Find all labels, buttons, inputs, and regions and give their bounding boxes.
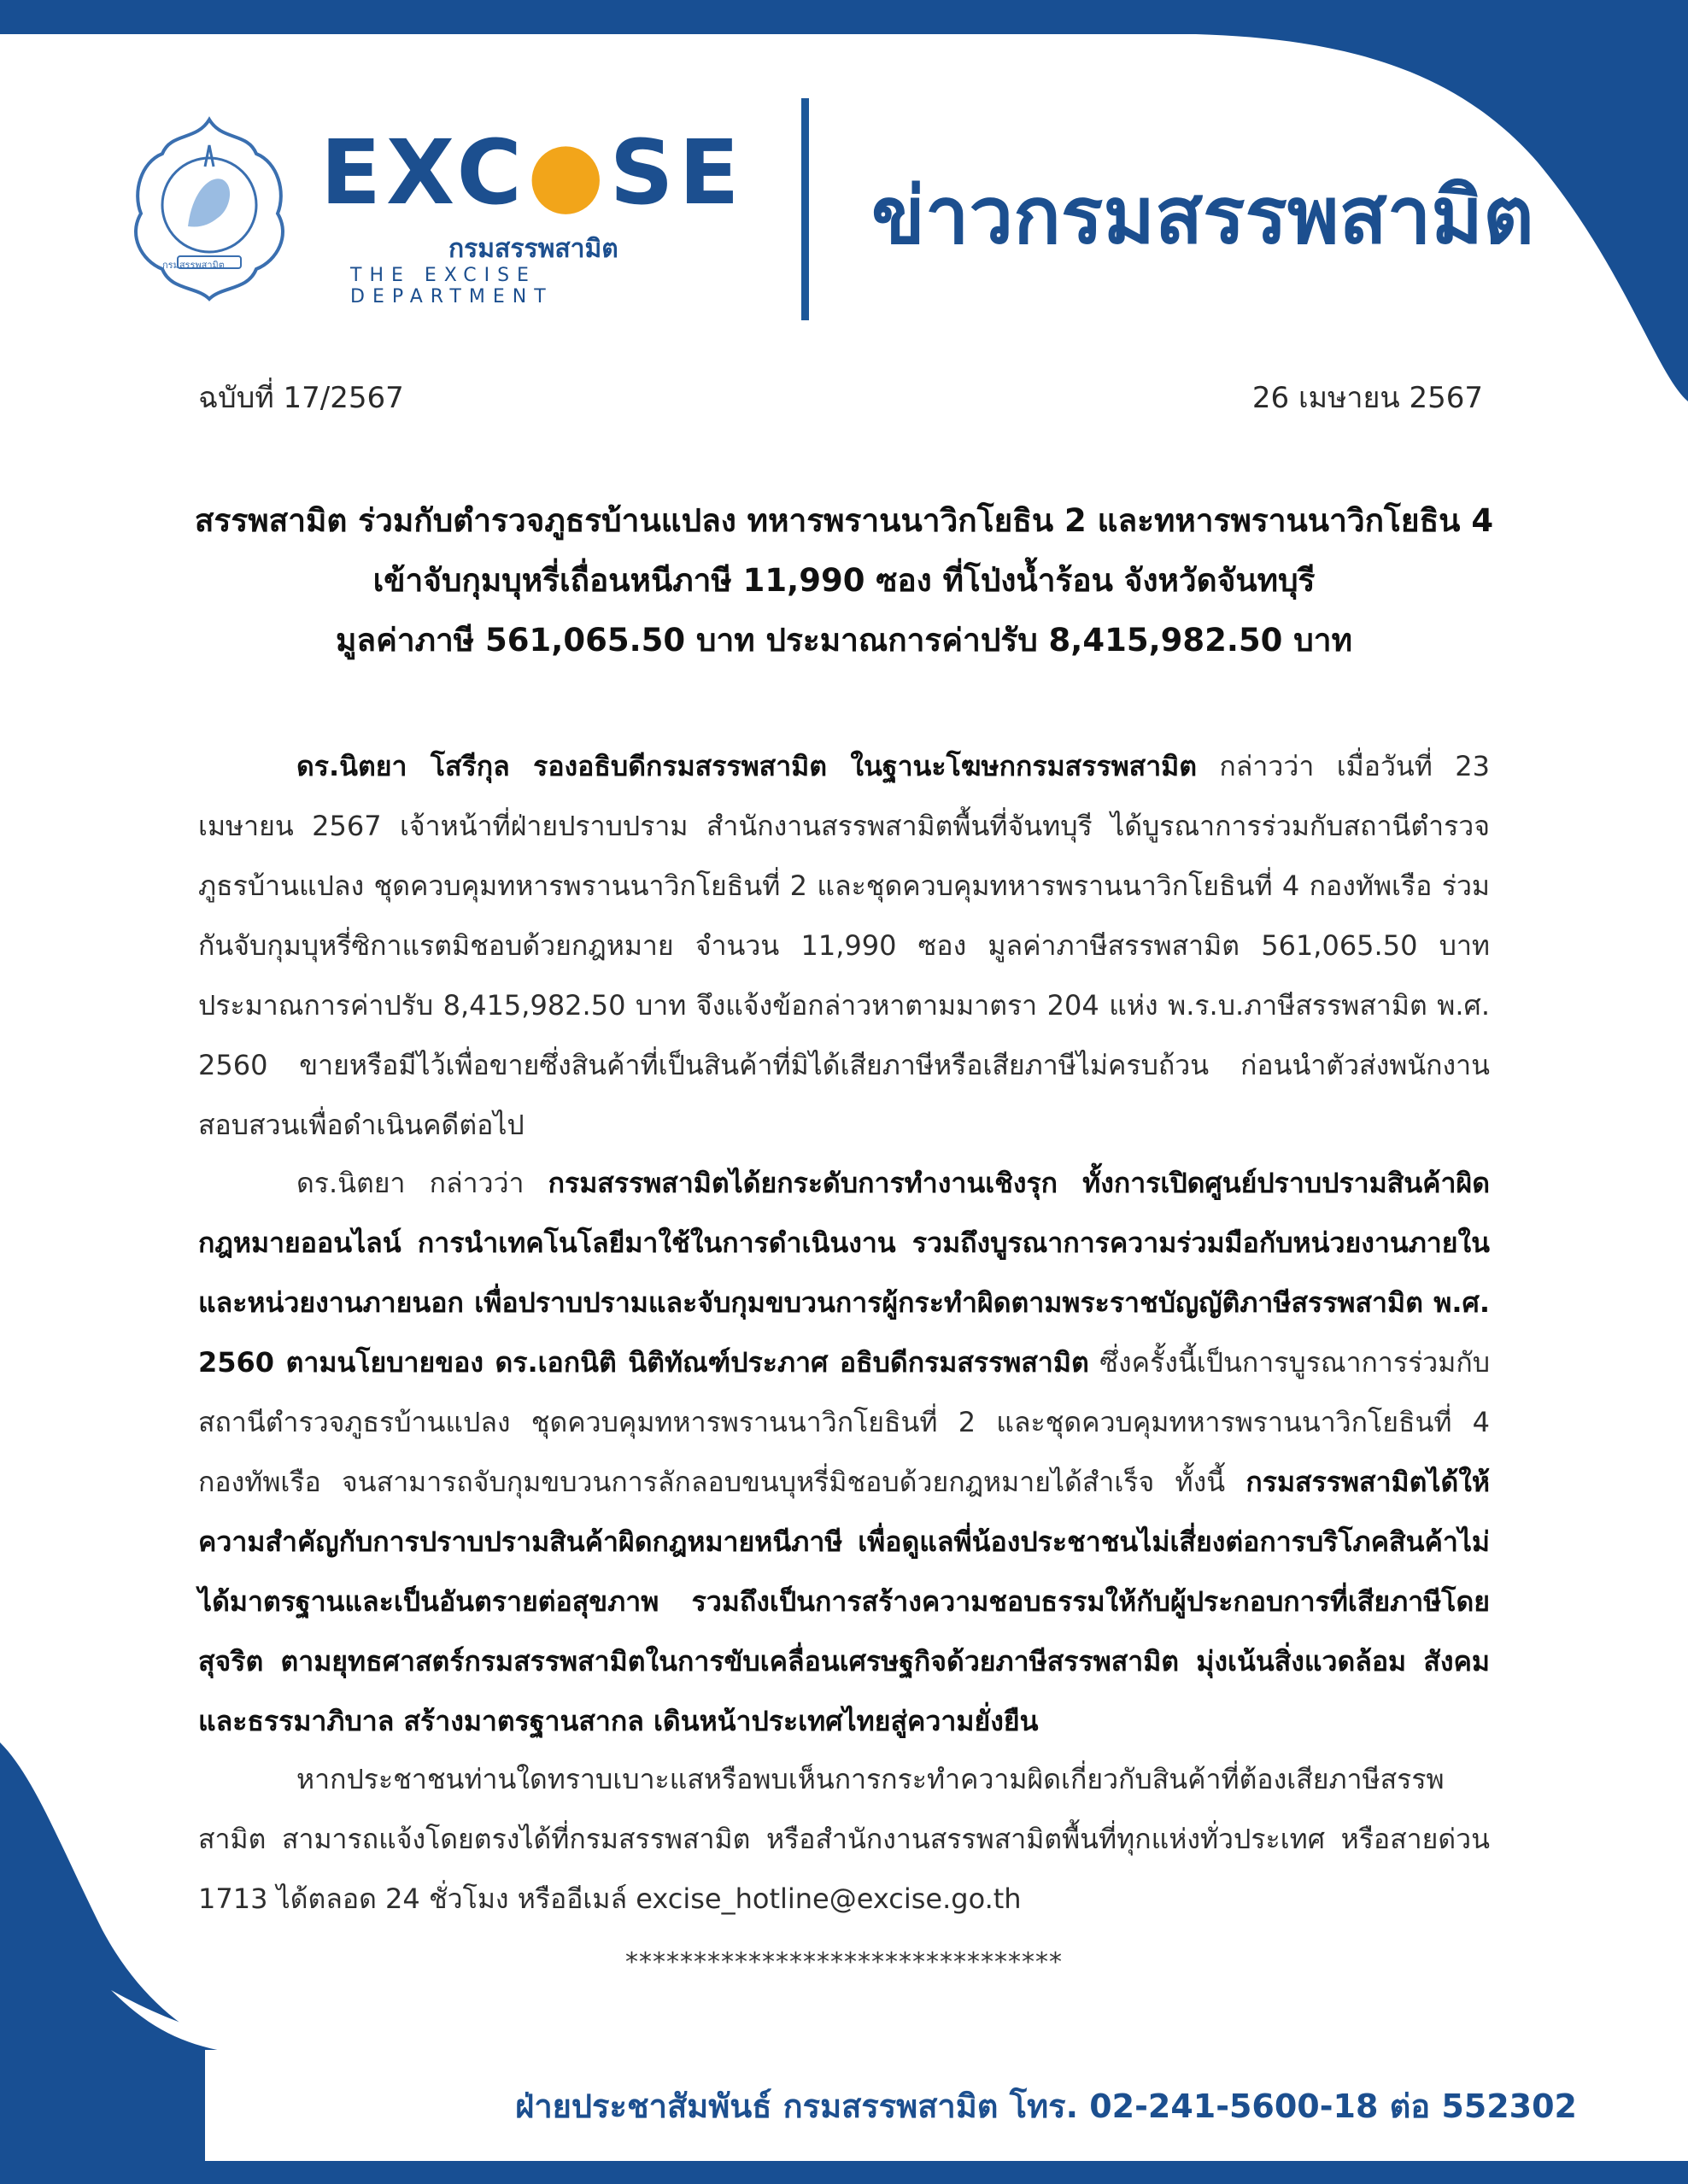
headline-line-3: มูลค่าภาษี 561,065.50 บาท ประมาณการค่าปรับ 8,415,982.50 บาท: [336, 622, 1352, 659]
seal-label: กรมสรรพสามิต: [162, 260, 225, 271]
paragraph-1-lead: ดร.นิตยา โสรีกุล รองอธิบดีกรมสรรพสามิต ในฐานะโฆษกกรมสรรพสามิต: [296, 750, 1198, 782]
paragraph-3-text: หากประชาชนท่านใดทราบเบาะแสหรือพบเห็นการกระทำความผิดเกี่ยวกับสินค้าที่ต้องเสียภาษีสรรพสามิต สามารถแจ้งโดยตรงได้ที่กรมสรรพสามิต หรือสำนักงานสรรพสามิตพื้นที่ทุกแห่งทั่วประเทศ หรือสายด่วน 1713 ได้ตลอด 24 ชั่วโมง หรืออีเมล์ excise_hotline@excise.go.th: [198, 1763, 1490, 1915]
headline-line-1: สรรพสามิต ร่วมกับตำรวจภูธรบ้านแปลง ทหารพรานนาวิกโยธิน 2 และทหารพรานนาวิกโยธิน 4: [194, 502, 1494, 539]
issue-number: ฉบับที่ 17/2567: [198, 381, 404, 415]
footer-curve: [111, 1990, 1688, 2058]
paragraph-2-bold-a: กรมสรรพสามิตได้ยกระดับการทำงานเชิงรุก ทั้งการเปิดศูนย์ปราบปรามสินค้าผิดกฎหมายออนไลน์ การนำเทคโนโลยีมาใช้ในการดำเนินงาน รวมถึงบูรณาการความร่วมมือกับหน่วยงานภายในและหน่วยงานภายนอก เพื่อปราบปรามและจับกุมขบวนการผู้กระทำผิดตามพระราชบัญญัติภาษีสรรพสามิต พ.ศ. 2560 ตามนโยบายของ ดร.เอกนิติ นิติทัณฑ์ประภาศ อธิบดีกรมสรรพสามิต: [198, 1167, 1490, 1379]
paragraph-1: [198, 736, 1490, 1155]
logo-wordmark: EXC●SE: [320, 120, 745, 225]
paragraph-1-text: กล่าวว่า เมื่อวันที่ 23 เมษายน 2567 เจ้าหน้าที่ฝ่ายปราบปราม สำนักงานสรรพสามิตพื้นที่จันทบุรี ได้บูรณาการร่วมกับสถานีตำรวจภูธรบ้านแปลง ชุดควบคุมทหารพรานนาวิกโยธินที่ 2 และชุดควบคุมทหารพรานนาวิกโยธินที่ 4 กองทัพเรือ ร่วมกันจับกุมบุหรี่ซิกาแรตมิชอบด้วยกฎหมาย จำนวน 11,990 ซอง มูลค่าภาษีสรรพสามิต 561,065.50 บาท ประมาณการค่าปรับ 8,415,982.50 บาท จึงแจ้งข้อกล่าวหาตามมาตรา 204 แห่ง พ.ร.บ.ภาษีสรรพสามิต พ.ศ. 2560 ขายหรือมีไว้เพื่อขายซึ่งสินค้าที่เป็นสินค้าที่มิได้เสียภาษีหรือเสียภาษีไม่ครบถ้วน ก่อนนำตัวส่งพนักงานสอบสวนเพื่อดำเนินคดีต่อไป: [198, 750, 1491, 1141]
issue-date: 26 เมษายน 2567: [1251, 381, 1483, 415]
excise-department-seal-icon: [128, 115, 290, 303]
separator: ********************************: [625, 1947, 1063, 1977]
paragraph-3: [198, 1749, 1490, 1929]
header-divider: [801, 98, 809, 320]
logo-thai-name: กรมสรรพสามิต: [448, 234, 618, 264]
paragraph-2-text-b: ซึ่งครั้งนี้เป็นการบูรณาการร่วมกับสถานีตำรวจภูธรบ้านแปลง ชุดควบคุมทหารพรานนาวิกโยธินที่ 2 และชุดควบคุมทหารพรานนาวิกโยธินที่ 4 กองทัพเรือ จนสามารถจับกุมขบวนการลักลอบขนบุหรี่มิชอบด้วยกฎหมายได้สำเร็จ ทั้งนี้: [198, 1346, 1491, 1498]
page-title: ข่าวกรมสรรพสามิต: [871, 170, 1534, 261]
paragraph-2-text-a: ดร.นิตยา กล่าวว่า: [296, 1167, 548, 1199]
excise-logo: [320, 120, 747, 307]
paragraph-2: [198, 1153, 1490, 1751]
logo-english-name: THE EXCISE DEPARTMENT: [350, 265, 554, 307]
footer-contact: ฝ่ายประชาสัมพันธ์ กรมสรรพสามิต โทร. 02-241-5600-18 ต่อ 552302: [515, 2087, 1577, 2125]
headline: [171, 491, 1517, 670]
paragraph-2-bold-b: กรมสรรพสามิตได้ให้ความสำคัญกับการปราบปรามสินค้าผิดกฎหมายหนีภาษี เพื่อดูแลพี่น้องประชาชนไม่เสี่ยงต่อการบริโภคสินค้าไม่ได้มาตรฐานและเป็นอันตรายต่อสุขภาพ รวมถึงเป็นการสร้างความชอบธรรมให้กับผู้ประกอบการที่เสียภาษีโดยสุจริต ตามยุทธศาสตร์กรมสรรพสามิตในการขับเคลื่อนเศรษฐกิจด้วยภาษีสรรพสามิต มุ่งเน้นสิ่งแวดล้อม สังคม และธรรมาภิบาล สร้างมาตรฐานสากล เดินหน้าประเทศไทยสู่ความยั่งยืน: [198, 1466, 1491, 1737]
headline-line-2: เข้าจับกุมบุหรี่เถื่อนหนีภาษี 11,990 ซอง ที่โป่งน้ำร้อน จังหวัดจันทบุรี: [372, 562, 1316, 599]
